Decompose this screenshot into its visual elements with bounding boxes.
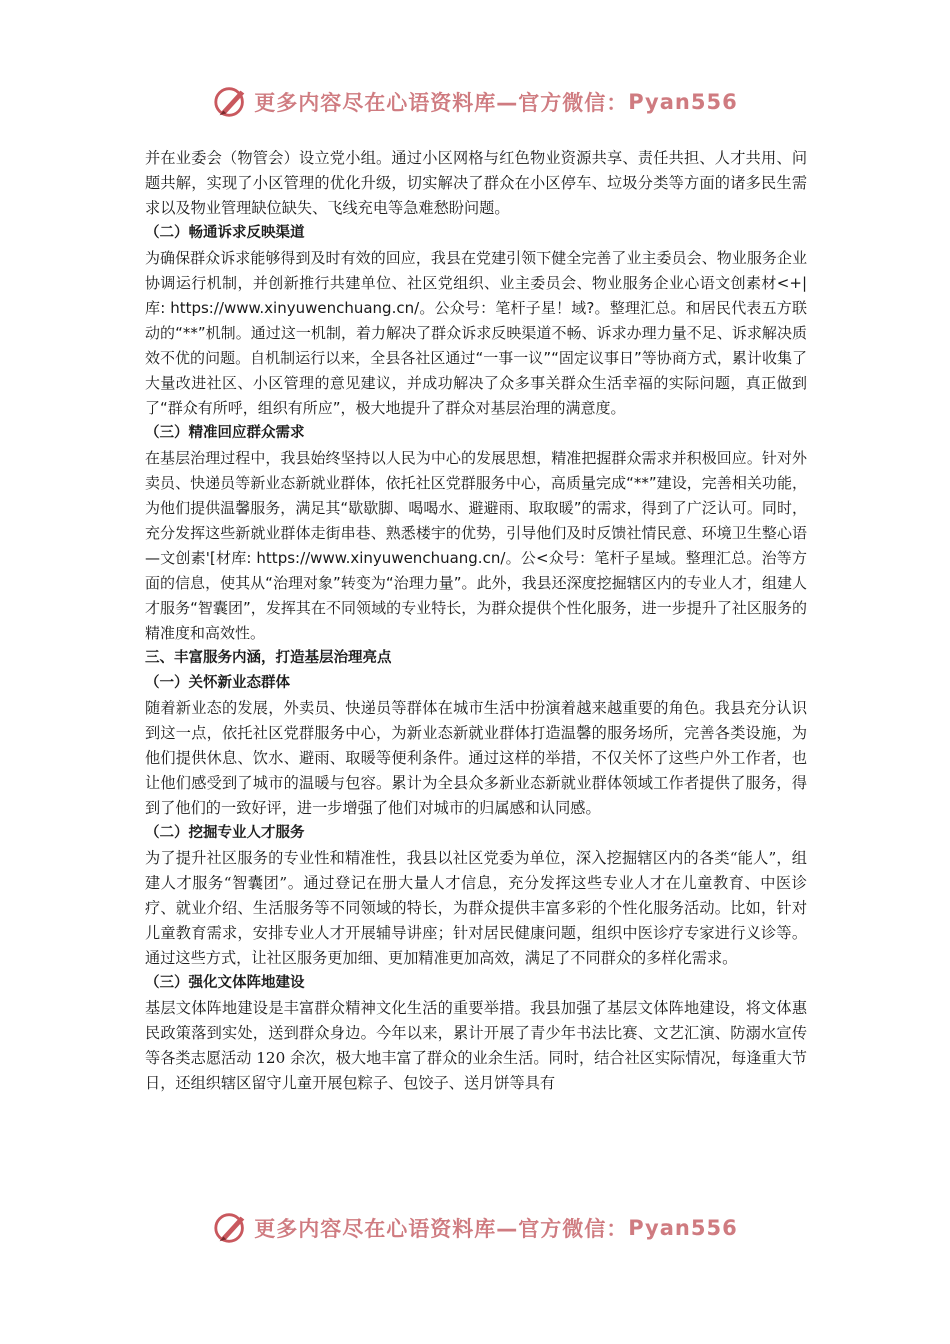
paragraph-appeal-channels: 为确保群众诉求能够得到及时有效的回应，我县在党建引领下健全完善了业主委员会、物业服务企业协调运行机制，并创新推行共建单位、社区党组织、业主委员会、物业服务企业心语文创素材<+|库: https://www.xinyuwenchuang.cn/。公众号：笔杆子星！域?。整理汇总。和居民代表五方联动的“**”机制。通过这一机制，着力解决了群众诉求反映渠道不畅、诉求办理力量不足、诉求解决质效不优的问题。自机制运行以来，全县各社区通过“一事一议”“固定议事日”等协商方式，累计收集了大量改进社区、小区管理的意见建议，并成功解决了众多事关群众生活幸福的实际问题，真正做到了“群众有所呼，组织有所应”，极大地提升了群众对基层治理的满意度。 (145, 249, 807, 417)
banner-handle: Pyan556 (628, 1216, 738, 1240)
header-watermark-banner (0, 80, 950, 124)
document-body (145, 146, 807, 1096)
brush-logo-icon (212, 1209, 250, 1247)
heading-section-3: 三、丰富服务内涵，打造基层治理亮点 (145, 650, 392, 666)
paragraph-new-business-groups: 随着新业态的发展，外卖员、快递员等群体在城市生活中扮演着越来越重要的角色。我县充分认识到这一点，依托社区党群服务中心，为新业态新就业群体打造温馨的服务场所，完善各类设施，为他们提供休息、饮水、避雨、取暖等便利条件。通过这样的举措，不仅关怀了这些户外工作者，也让他们感受到了城市的温暖与包容。累计为全县众多新业态新就业群体领域工作者提供了服务，得到了他们的一致好评，进一步增强了他们对城市的归属感和认同感。 (145, 699, 807, 817)
paragraph-precise-response: 在基层治理过程中，我县始终坚持以人民为中心的发展思想，精准把握群众需求并积极回应。针对外卖员、快递员等新业态新就业群体，依托社区党群服务中心，高质量完成“**”建设，完善相关功能，为他们提供温馨服务，满足其“歇歇脚、喝喝水、避避雨、取取暖”的需求，得到了广泛认可。同时，充分发挥这些新就业群体走街串巷、熟悉楼宇的优势，引导他们及时反馈社情民意、环境卫生整心语—文创素'[材库: https://www.xinyuwenchuang.cn/。公<众号：笔杆子星域。整理汇总。治等方面的信息，使其从“治理对象”转变为“治理力量”。此外，我县还深度挖掘辖区内的专业人才，组建人才服务“智囊团”，发挥其在不同领域的专业特长，为群众提供个性化服务，进一步提升了社区服务的精准度和高效性。 (145, 449, 807, 642)
paragraph-intro-continuation: 并在业委会（物管会）设立党小组。通过小区网格与红色物业资源共享、责任共担、人才共用、问题共解，实现了小区管理的优化升级，切实解决了群众在小区停车、垃圾分类等方面的诸多民生需求以及物业管理缺位缺失、飞线充电等急难愁盼问题。 (145, 149, 807, 217)
paragraph-cultural-sports: 基层文体阵地建设是丰富群众精神文化生活的重要举措。我县加强了基层文体阵地建设，将文体惠民政策落到实处，送到群众身边。今年以来，累计开展了青少年书法比赛、文艺汇演、防溺水宣传等各类志愿活动 120 余次，极大地丰富了群众的业余生活。同时，结合社区实际情况，每逢重大节日，还组织辖区留守儿童开展包粽子、包饺子、送月饼等具有 (145, 999, 807, 1092)
brush-logo-icon (212, 83, 250, 121)
heading-3-3: （三）强化文体阵地建设 (145, 975, 305, 991)
paragraph-talent-services: 为了提升社区服务的专业性和精准性，我县以社区党委为单位，深入挖掘辖区内的各类“能人”，组建人才服务“智囊团”。通过登记在册大量人才信息，充分发挥这些专业人才在儿童教育、中医诊疗、就业介绍、生活服务等不同领域的特长，为群众提供丰富多彩的个性化服务活动。比如，针对儿童教育需求，安排专业人才开展辅导讲座；针对居民健康问题，组织中医诊疗专家进行义诊等。通过这些方式，让社区服务更加细、更加精准更加高效，满足了不同群众的多样化需求。 (145, 849, 807, 967)
banner-text: 更多内容尽在心语资料库—官方微信： (254, 91, 629, 115)
heading-3-1: （一）关怀新业态群体 (145, 675, 290, 691)
heading-2-2: （二）畅通诉求反映渠道 (145, 225, 305, 241)
banner-handle: Pyan556 (628, 90, 738, 114)
heading-2-3: （三）精准回应群众需求 (145, 425, 305, 441)
heading-3-2: （二）挖掘专业人才服务 (145, 825, 305, 841)
banner-text: 更多内容尽在心语资料库—官方微信： (254, 1217, 629, 1241)
footer-watermark-banner (0, 1206, 950, 1250)
